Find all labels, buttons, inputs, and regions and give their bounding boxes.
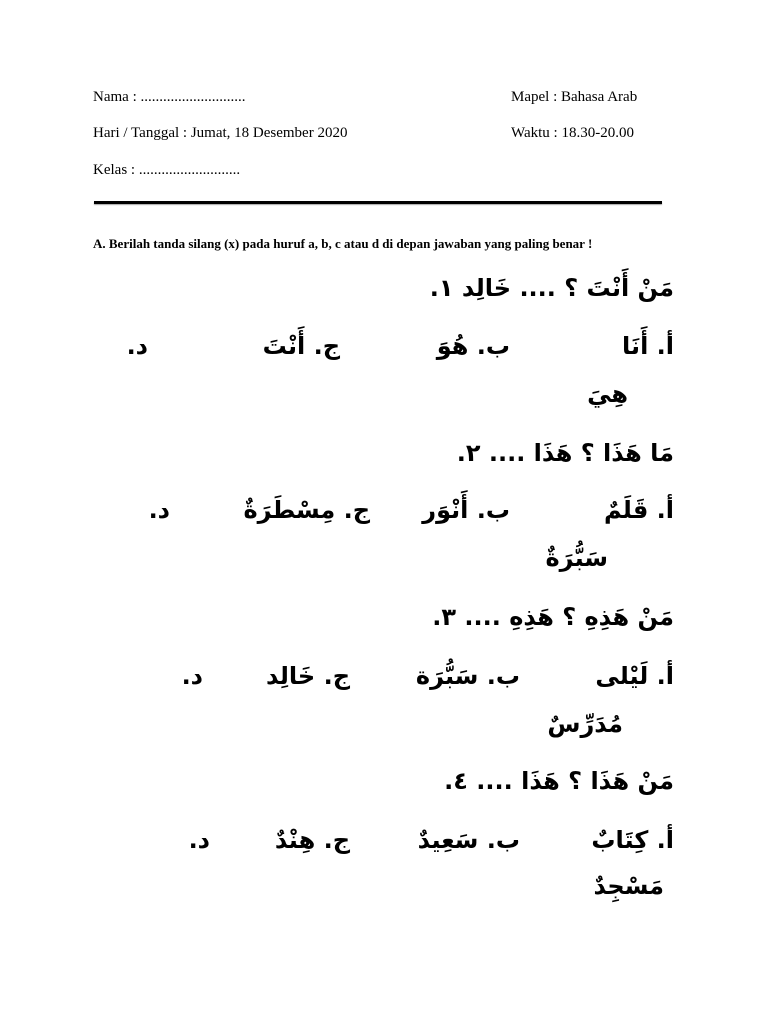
question-2-option-a: أ. قَلَمٌ: [603, 496, 674, 524]
instruction-text: A. Berilah tanda silang (x) pada huruf a, b, c atau d di depan jawaban yang paling benar !: [93, 236, 593, 251]
question-4-option-b: ب. سَعِيدٌ: [417, 826, 520, 854]
question-4-option-a: أ. كِتَابٌ: [591, 826, 674, 854]
question-4-option-d-label: د.: [188, 826, 210, 854]
question-3-text: مَنْ هَذِهِ ؟ هَذِهِ .... ٣.: [432, 603, 674, 631]
question-1-option-c: ج. أَنْتَ: [262, 332, 340, 360]
question-3-option-a: أ. لَيْلى: [595, 662, 674, 690]
mapel-field: Mapel : Bahasa Arab: [511, 89, 638, 105]
question-3-option-d-label: د.: [181, 662, 203, 690]
question-3-option-b: ب. سَبُّرَة: [415, 662, 520, 690]
waktu-field: Waktu : 18.30-20.00: [511, 125, 634, 141]
question-1-option-b: ب. هُوَ: [436, 332, 510, 360]
question-4-option-d: مَسْجِدٌ: [593, 872, 664, 900]
question-4-text: مَنْ هَذَا ؟ هَذَا .... ٤.: [444, 767, 674, 795]
question-2-text: مَا هَذَا ؟ هَذَا .... ٢.: [456, 439, 674, 467]
kelas-field: Kelas : ...........................: [93, 162, 241, 178]
hari-tanggal-field: Hari / Tanggal : Jumat, 18 Desember 2020: [93, 125, 348, 141]
question-3-option-c: ج. خَالِد: [266, 662, 350, 690]
question-3-option-d: مُدَرِّسٌ: [547, 710, 623, 738]
question-1-option-d-label: د.: [126, 332, 148, 360]
question-4-option-c: ج. هِنْدٌ: [274, 826, 350, 854]
nama-field: Nama : ............................: [93, 89, 246, 105]
question-2-option-c: ج. مِسْطَرَةٌ: [243, 496, 370, 524]
question-2-option-d: سَبُّرَةٌ: [545, 544, 608, 572]
question-1-option-a: أ. أَنَا: [622, 332, 674, 360]
question-2-option-d-label: د.: [148, 496, 170, 524]
question-1-option-d: هِيَ: [587, 380, 628, 408]
question-1-text: مَنْ أَنْتَ ؟ .... خَالِد ١.: [429, 274, 674, 302]
header-divider: [94, 201, 662, 204]
question-2-option-b: ب. أَنْوَر: [422, 496, 510, 524]
